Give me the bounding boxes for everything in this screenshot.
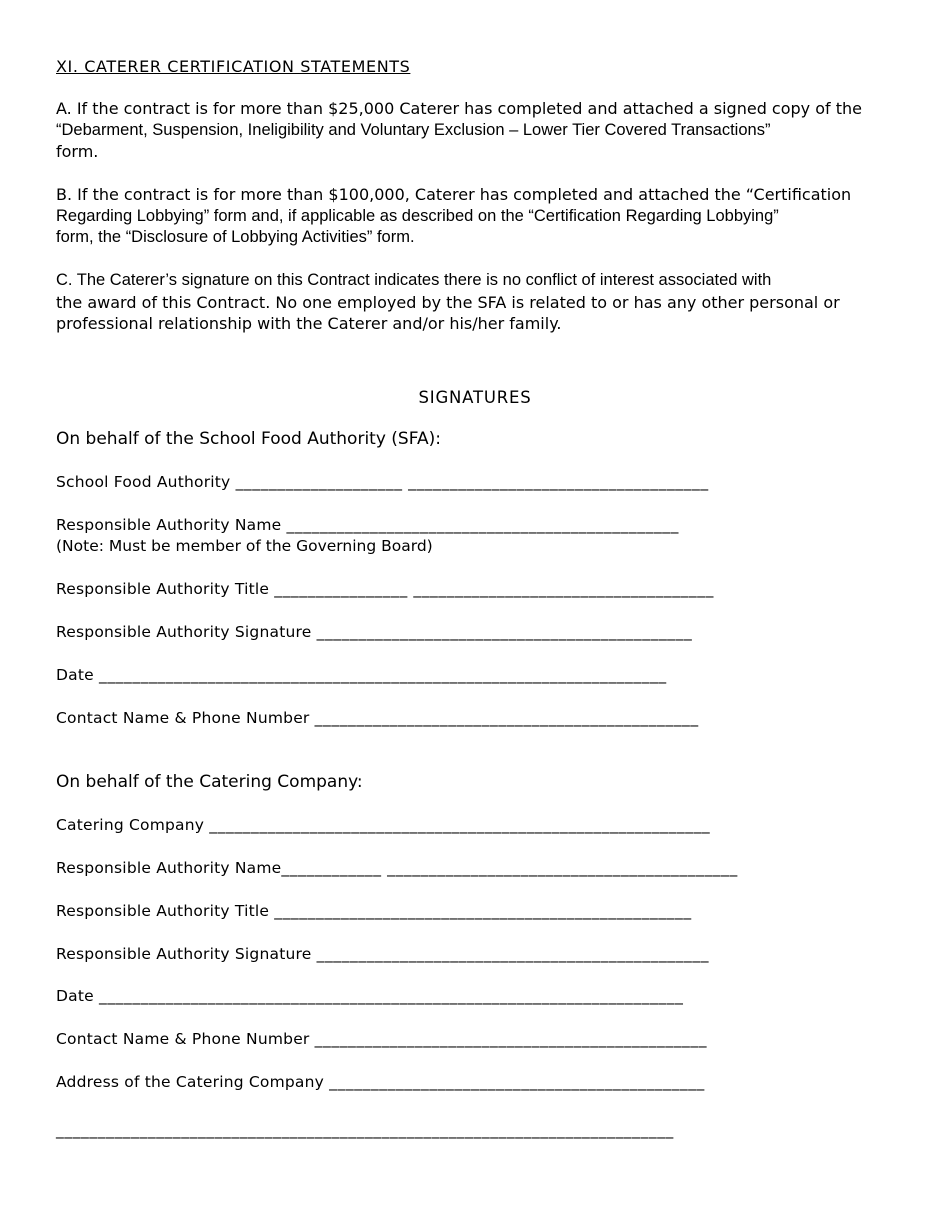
field-label: School Food Authority (56, 473, 236, 491)
caterer-field-responsible-authority-name[interactable] (56, 859, 738, 877)
signatures-heading: SIGNATURES (418, 388, 532, 407)
field-blank[interactable]: ____________________ ____________________________________ (235, 473, 709, 491)
paragraph-c (56, 270, 906, 335)
paragraph-c-line-1: C. The Caterer’s signature on this Contract indicates there is no conflict of interest associated with (56, 271, 772, 289)
field-label: Responsible Authority Title (56, 902, 275, 920)
sfa-governing-board-note: (Note: Must be member of the Governing Board) (56, 537, 433, 555)
paragraph-b-line-3: form, the “Disclosure of Lobbying Activities” form. (56, 228, 415, 246)
field-label: Contact Name & Phone Number (56, 709, 315, 727)
caterer-heading: On behalf of the Catering Company: (56, 772, 363, 792)
sfa-field-date[interactable] (56, 666, 667, 684)
field-blank[interactable]: ____________________________________________________________ (209, 816, 711, 834)
sfa-field-responsible-authority-name[interactable] (56, 516, 679, 534)
paragraph-b-line-1: B. If the contract is for more than $100,000, Caterer has completed and attached the “Certification (56, 185, 852, 204)
caterer-field-contact-name-phone[interactable] (56, 1030, 707, 1048)
field-blank[interactable]: _______________________________________________ (316, 945, 710, 963)
field-label: Responsible Authority Title (56, 580, 275, 598)
section-title: XI. CATERER CERTIFICATION STATEMENTS (56, 57, 411, 76)
field-blank[interactable]: ______________________________________________ (314, 709, 699, 727)
paragraph-a-line-1: A. If the contract is for more than $25,000 Caterer has completed and attached a signed copy of the (56, 99, 862, 118)
sfa-heading: On behalf of the School Food Authority (SFA): (56, 429, 441, 449)
field-label: Responsible Authority Signature (56, 623, 317, 641)
caterer-field-date[interactable] (56, 987, 683, 1005)
field-blank[interactable]: ____________________________________________________________________ (98, 666, 667, 684)
caterer-field-address[interactable] (56, 1073, 705, 1091)
field-blank[interactable]: ______________________________________________________________________ (98, 987, 684, 1005)
field-label: Contact Name & Phone Number (56, 1030, 315, 1048)
paragraph-a-line-2: “Debarment, Suspension, Ineligibility and Voluntary Exclusion – Lower Tier Covered Transactions” (56, 120, 771, 139)
field-label: Responsible Authority Signature (56, 945, 317, 963)
field-label: Catering Company (56, 816, 210, 834)
sfa-field-responsible-authority-title[interactable] (56, 580, 714, 598)
paragraph-a (56, 98, 906, 163)
caterer-field-catering-company[interactable] (56, 816, 710, 834)
field-blank[interactable]: __________________________________________________________________________ (56, 1121, 674, 1139)
field-blank[interactable]: _______________________________________________ (286, 516, 679, 534)
sfa-field-contact-name-phone[interactable] (56, 709, 699, 727)
sfa-field-school-food-authority[interactable] (56, 473, 709, 491)
paragraph-c-line-3: professional relationship with the Caterer and/or his/her family. (56, 314, 562, 333)
field-label: Responsible Authority Name (56, 859, 282, 877)
field-blank[interactable]: ________________ ____________________________________ (274, 580, 714, 598)
field-blank[interactable]: _____________________________________________ (316, 623, 693, 641)
field-blank[interactable]: __________________________________________________ (274, 902, 692, 920)
paragraph-b-line-2: Regarding Lobbying” form and, if applicable as described on the “Certification Regarding Lobbying” (56, 206, 779, 225)
field-blank[interactable]: _____________________________________________ (329, 1073, 705, 1091)
field-label: Date (56, 666, 99, 684)
caterer-field-responsible-authority-title[interactable] (56, 902, 692, 920)
paragraph-b (56, 184, 906, 249)
caterer-address-continuation-line[interactable] (56, 1121, 674, 1139)
field-label: Address of the Catering Company (56, 1073, 330, 1091)
sfa-field-responsible-authority-signature[interactable] (56, 623, 692, 641)
field-label: Responsible Authority Name (56, 516, 287, 534)
field-blank[interactable]: _______________________________________________ (314, 1030, 708, 1048)
caterer-field-responsible-authority-signature[interactable] (56, 945, 709, 963)
paragraph-c-line-2: the award of this Contract. No one employed by the SFA is related to or has any other personal or (56, 292, 840, 312)
paragraph-a-line-3: form. (56, 142, 99, 161)
field-label: Date (56, 987, 99, 1005)
field-blank[interactable]: ____________ __________________________________________ (281, 859, 738, 877)
